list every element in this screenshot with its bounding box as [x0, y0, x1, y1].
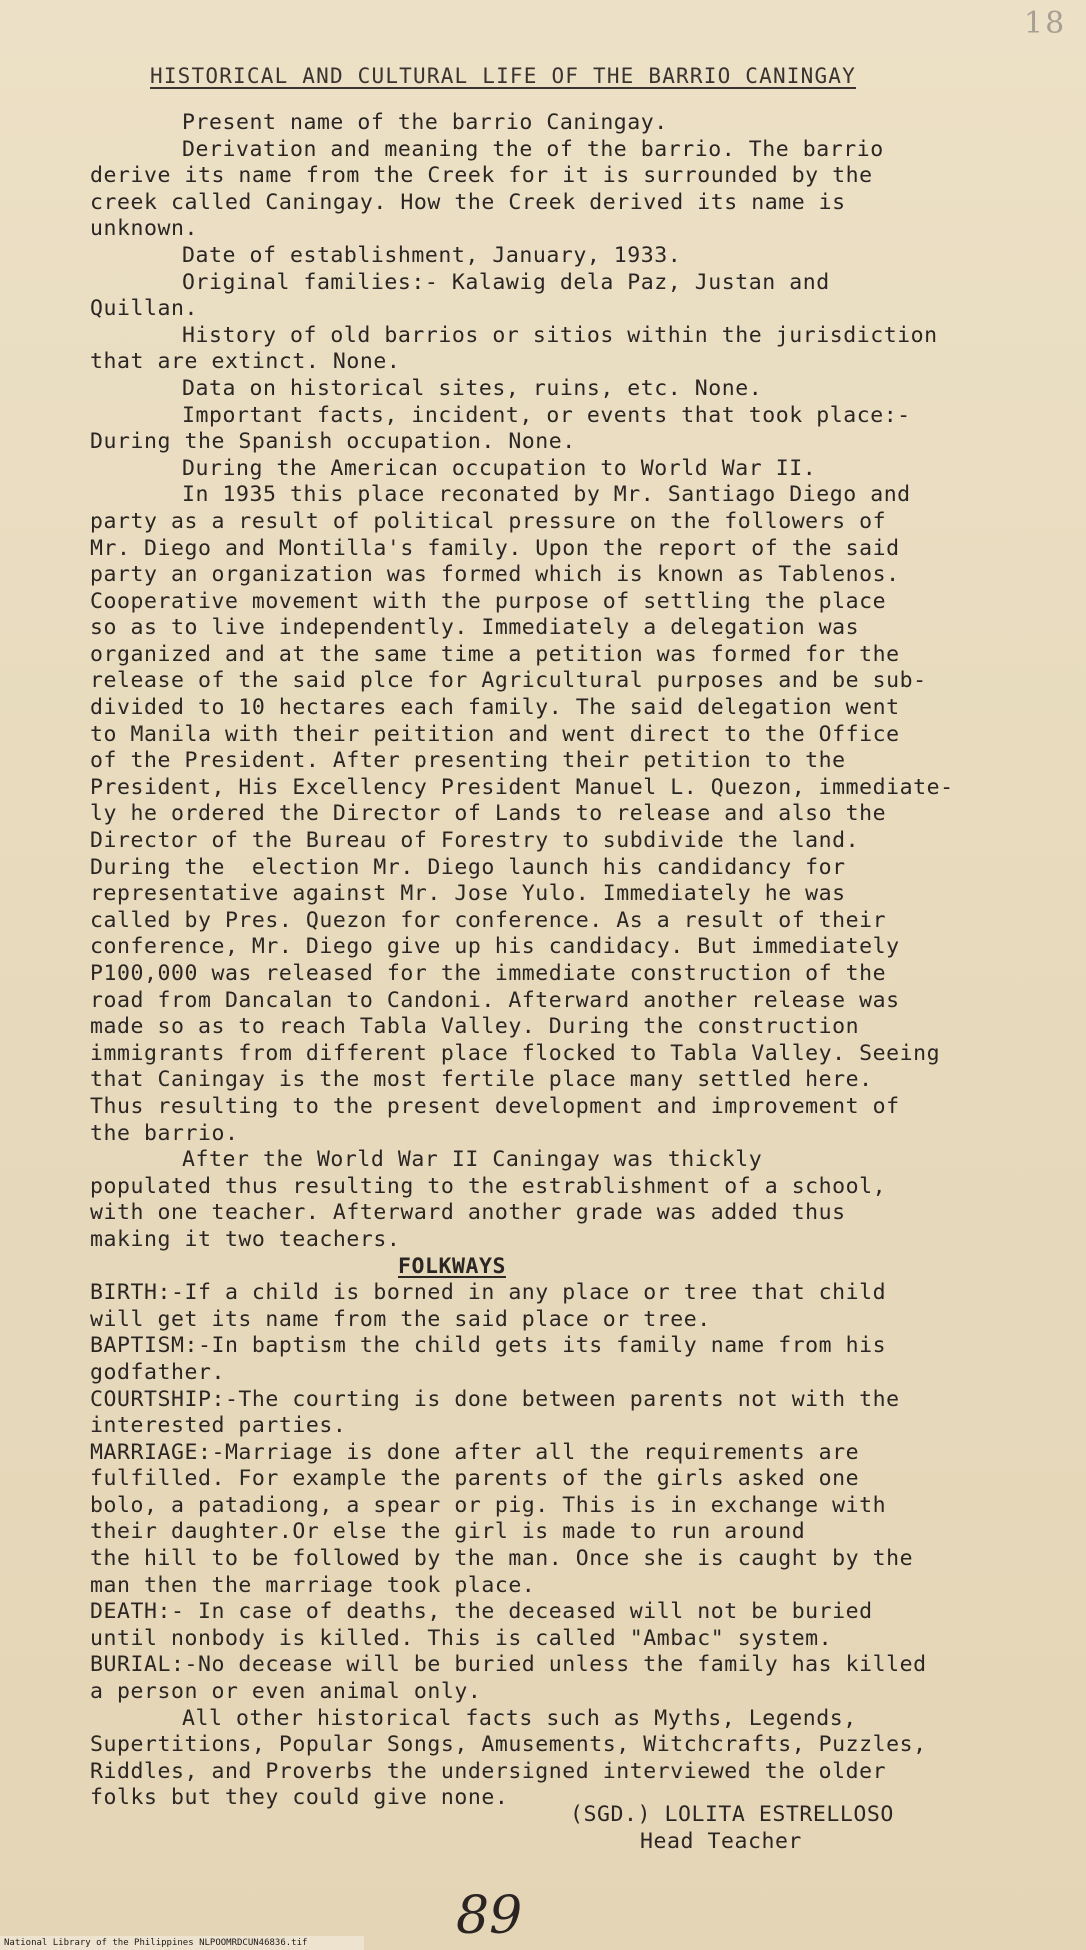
text-line: Derivation and meaning the of the barrio. The barrio	[182, 136, 884, 162]
text-line: making it two teachers.	[90, 1226, 401, 1252]
scan-footer: National Library of the Philippines NLPOOMRDCUN46836.tif	[0, 1936, 364, 1950]
text-line: immigrants from different place flocked to Tabla Valley. Seeing	[90, 1040, 941, 1066]
text-line: unknown.	[90, 216, 198, 242]
corner-page-number: 18	[1024, 6, 1067, 41]
folkway-line: COURTSHIP:-The courting is done between parents not with the	[90, 1386, 900, 1412]
text-line: Quillan.	[90, 296, 198, 322]
text-line: that are extinct. None.	[90, 349, 401, 375]
folkway-line: All other historical facts such as Myths, Legends,	[182, 1705, 857, 1731]
folkway-line: interested parties.	[90, 1413, 347, 1439]
document-title: HISTORICAL AND CULTURAL LIFE OF THE BARRIO CANINGAY	[150, 64, 856, 88]
text-line: Director of the Bureau of Forestry to subdivide the land.	[90, 828, 860, 854]
text-line: made so as to reach Tabla Valley. During the construction	[90, 1014, 860, 1040]
text-line: derive its name from the Creek for it is surrounded by the	[90, 163, 873, 189]
folkway-line: until nonbody is killed. This is called "Ambac" system.	[90, 1625, 833, 1651]
folkway-line: man then the marriage took place.	[90, 1572, 536, 1598]
folkway-line: BAPTISM:-In baptism the child gets its family name from his	[90, 1333, 887, 1359]
text-line: Cooperative movement with the purpose of settling the place	[90, 588, 887, 614]
text-line: Present name of the barrio Caningay.	[182, 110, 668, 135]
text-line: Important facts, incident, or events that took place:-	[182, 402, 911, 428]
folkway-line: BURIAL:-No decease will be buried unless the family has killed	[90, 1652, 927, 1678]
text-line: Date of establishment, January, 1933.	[182, 242, 682, 268]
text-line: release of the said plce for Agricultural purposes and be sub-	[90, 668, 927, 694]
text-line: During the American occupation to World War II.	[182, 455, 817, 481]
history-section	[90, 110, 1040, 1254]
text-line: representative against Mr. Jose Yulo. Immediately he was	[90, 881, 846, 907]
folkway-line: BIRTH:-If a child is borned in any place or tree that child	[90, 1280, 887, 1306]
text-line: During the election Mr. Diego launch his candidancy for	[90, 854, 846, 880]
text-line: organized and at the same time a petition was formed for the	[90, 641, 900, 667]
text-line: After the World War II Caningay was thickly	[182, 1147, 763, 1173]
text-line: party an organization was formed which is known as Tablenos.	[90, 562, 900, 588]
folkway-line: bolo, a patadiong, a spear or pig. This is in exchange with	[90, 1492, 887, 1518]
text-line: In 1935 this place reconated by Mr. Santiago Diego and	[182, 482, 911, 508]
text-line: populated thus resulting to the estrablishment of a school,	[90, 1173, 887, 1199]
text-line: the barrio.	[90, 1120, 239, 1146]
document-body	[90, 110, 1040, 1812]
folkway-line: folks but they could give none.	[90, 1785, 509, 1811]
folkway-line: will get its name from the said place or tree.	[90, 1306, 711, 1332]
text-line: called by Pres. Quezon for conference. As a result of their	[90, 907, 887, 933]
folkway-line: MARRIAGE:-Marriage is done after all the requirements are	[90, 1439, 860, 1465]
text-line: road from Dancalan to Candoni. Afterward another release was	[90, 987, 900, 1013]
folkway-line: fulfilled. For example the parents of the girls asked one	[90, 1466, 860, 1492]
text-line: with one teacher. Afterward another grade was added thus	[90, 1200, 846, 1226]
text-line: Original families:- Kalawig dela Paz, Justan and	[182, 269, 830, 295]
folkway-line: a person or even animal only.	[90, 1679, 482, 1705]
text-line: to Manila with their peitition and went direct to the Office	[90, 721, 900, 747]
folkway-line: Supertitions, Popular Songs, Amusements, Witchcrafts, Puzzles,	[90, 1732, 927, 1758]
folkway-line: Riddles, and Proverbs the undersigned interviewed the older	[90, 1758, 887, 1784]
text-line: History of old barrios or sitios within the jurisdiction	[182, 322, 938, 348]
text-line: Thus resulting to the present development and improvement of	[90, 1093, 900, 1119]
signature-name: (SGD.) LOLITA ESTRELLOSO	[570, 1802, 894, 1827]
folkway-line: their daughter.Or else the girl is made to run around	[90, 1519, 806, 1545]
text-line: Mr. Diego and Montilla's family. Upon the report of the said	[90, 535, 900, 561]
text-line: During the Spanish occupation. None.	[90, 429, 576, 455]
folkway-line: godfather.	[90, 1359, 225, 1385]
text-line: ly he ordered the Director of Lands to release and also the	[90, 801, 887, 827]
folkways-section	[90, 1280, 1040, 1812]
folkway-line: DEATH:- In case of deaths, the deceased will not be buried	[90, 1599, 873, 1625]
text-line: so as to live independently. Immediately a delegation was	[90, 615, 860, 641]
folkways-heading: FOLKWAYS	[398, 1253, 506, 1279]
signature-position: Head Teacher	[640, 1828, 802, 1854]
text-line: party as a result of political pressure on the followers of	[90, 508, 887, 534]
signature-block	[570, 1802, 990, 1855]
text-line: that Caningay is the most fertile place many settled here.	[90, 1067, 873, 1093]
text-line: conference, Mr. Diego give up his candidacy. But immediately	[90, 934, 900, 960]
handwritten-page-number: 89	[456, 1886, 523, 1946]
text-line: of the President. After presenting their petition to the	[90, 748, 846, 774]
text-line: divided to 10 hectares each family. The said delegation went	[90, 695, 900, 721]
text-line: President, His Excellency President Manuel L. Quezon, immediate-	[90, 774, 954, 800]
text-line: P100,000 was released for the immediate construction of the	[90, 961, 887, 986]
folkway-line: the hill to be followed by the man. Once she is caught by the	[90, 1546, 914, 1572]
text-line: creek called Caningay. How the Creek derived its name is	[90, 189, 846, 215]
text-line: Data on historical sites, ruins, etc. None.	[182, 375, 763, 401]
